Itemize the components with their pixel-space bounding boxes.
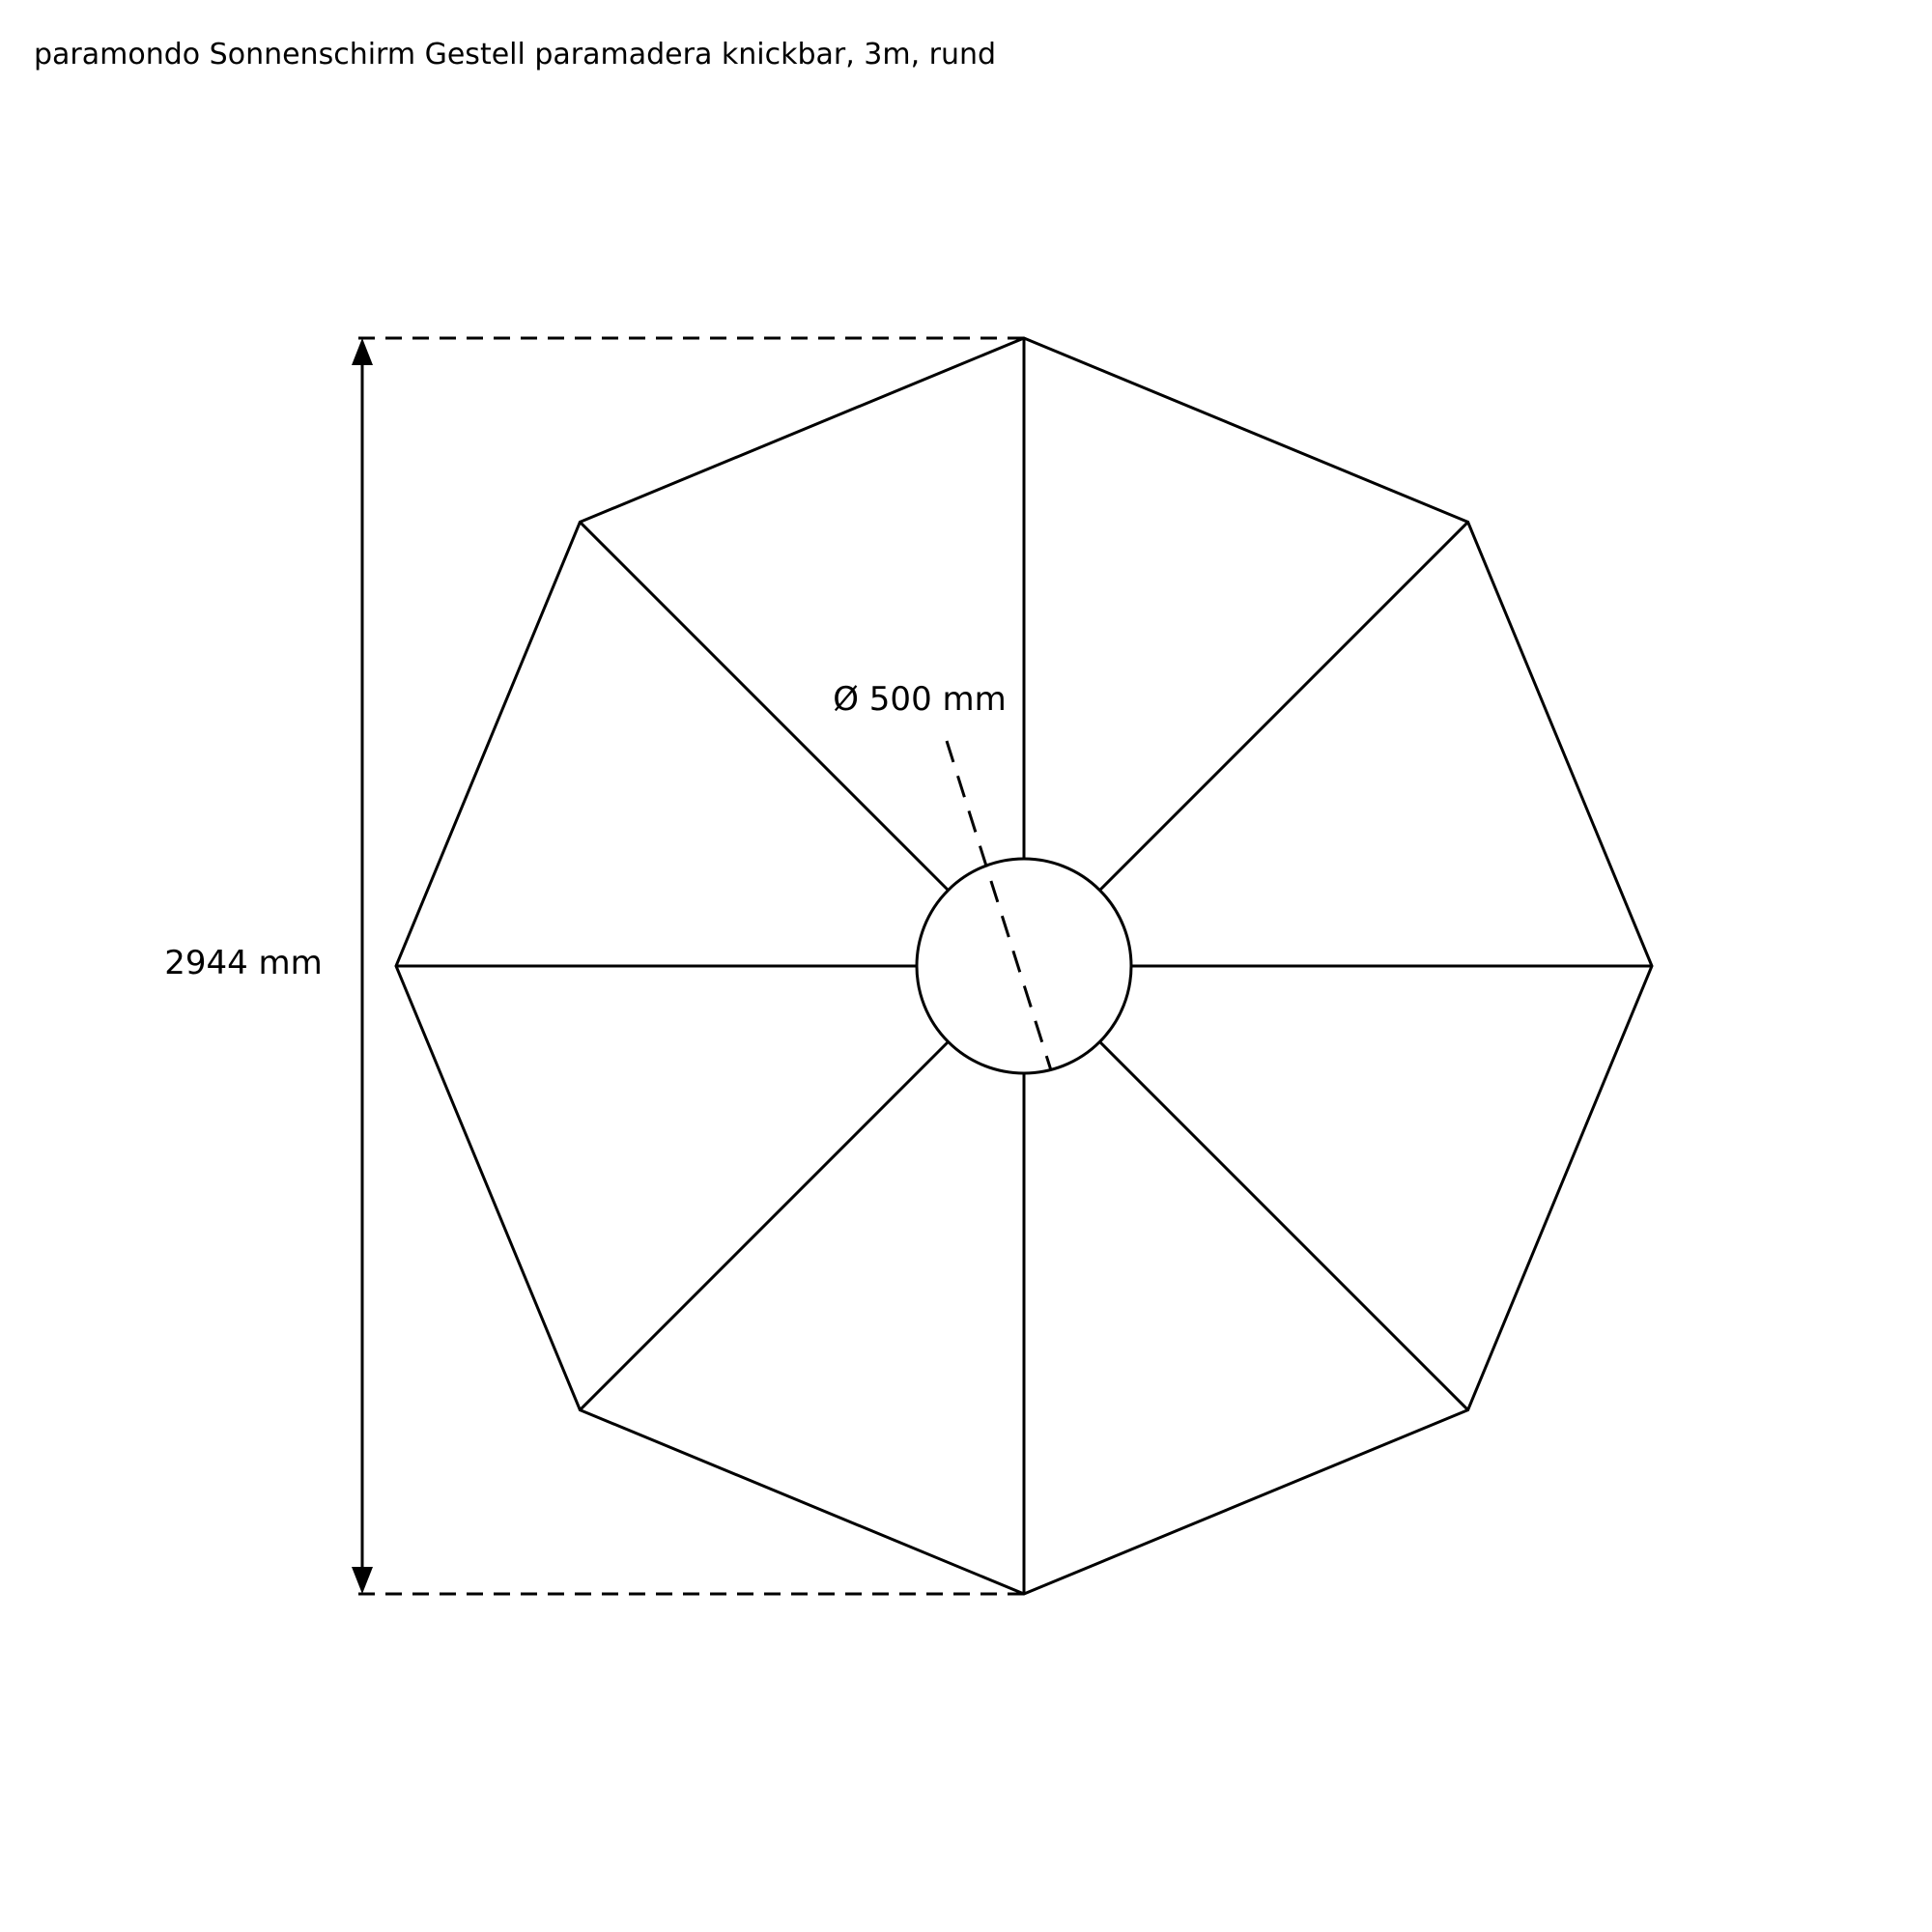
hub-diameter-label: Ø 500 mm	[833, 680, 1007, 719]
height-dimension-label: 2944 mm	[164, 944, 323, 982]
rib-line-bottom-right	[1100, 1042, 1468, 1410]
page-title: paramondo Sonnenschirm Gestell paramadera knickbar, 3m, rund	[34, 38, 997, 71]
rib-line-bottom-left	[580, 1042, 948, 1410]
rib-lines	[396, 338, 1652, 1594]
hub-circle	[917, 859, 1131, 1073]
dimension-arrow-down-icon	[352, 1567, 373, 1594]
hub-diameter-leader-line	[947, 741, 1051, 1070]
dimension-arrow-up-icon	[352, 338, 373, 365]
rib-line-top-right	[1100, 522, 1468, 890]
